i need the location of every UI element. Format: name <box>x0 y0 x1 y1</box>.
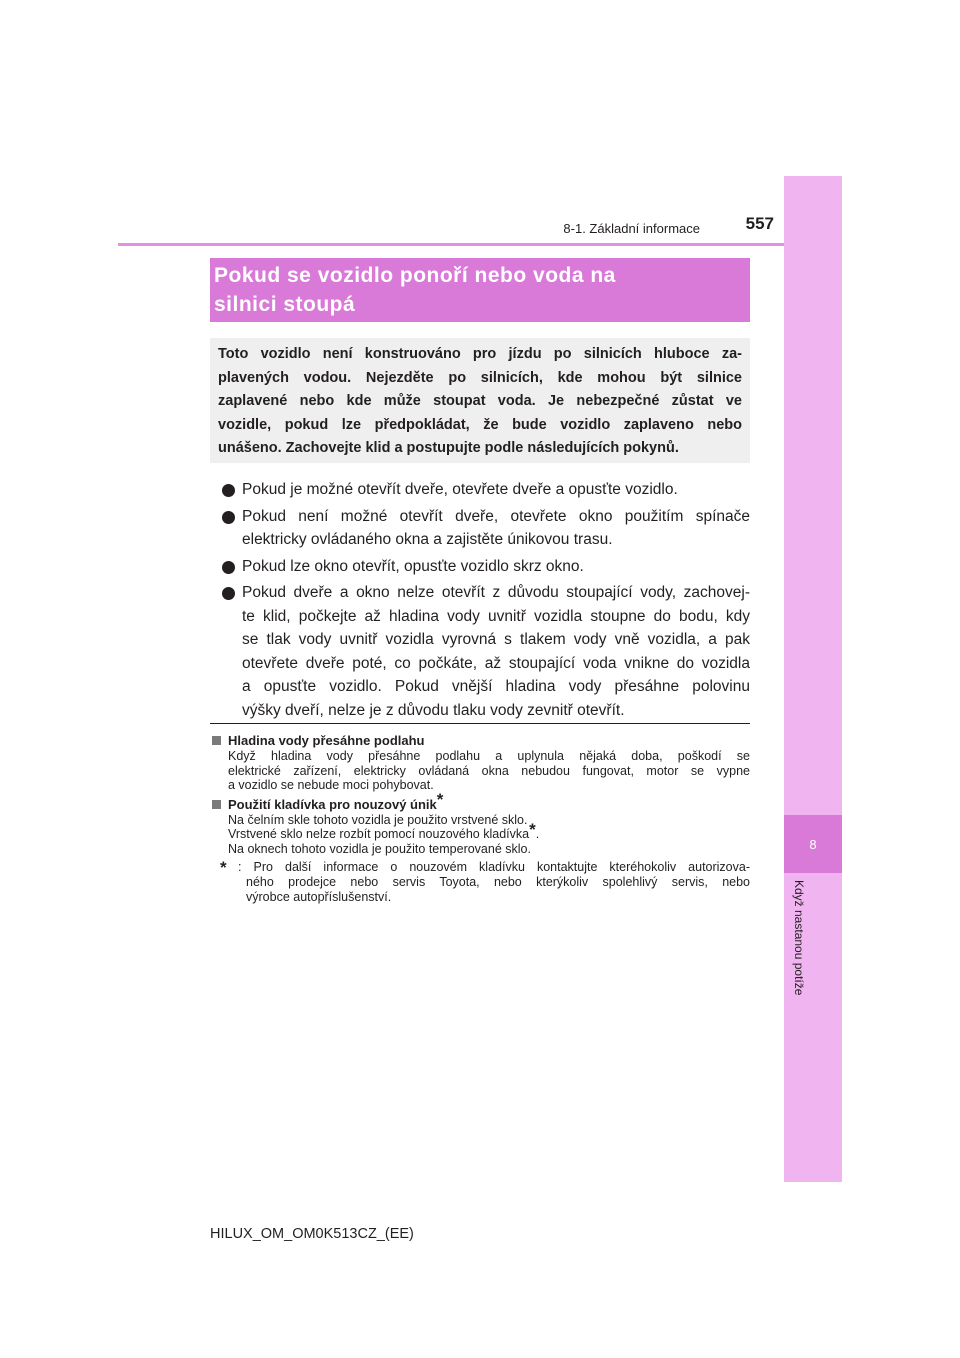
intro-line: unášeno. Zachovejte klid a postupujte podle následujících pokynů. <box>218 440 679 456</box>
asterisk-mark: * <box>529 820 536 839</box>
note-heading <box>210 789 750 813</box>
footnote-asterisk: * <box>220 858 227 877</box>
list-item-line: se tlak vody uvnitř vozidla vyrovná s tlakem vody vně vozidla, a pak <box>242 631 750 648</box>
note-heading-text: Použití kladívka pro nouzový únik <box>228 796 437 812</box>
note-body <box>210 749 750 793</box>
note-line: elektrické zařízení, elektricky ovládaná okna nebudou fungovat, motor se vypne <box>228 763 750 778</box>
footnote-line: : Pro další informace o nouzovém kladívku kontaktujte kteréhokoliv autorizova- <box>238 860 750 874</box>
note-line-suffix: . <box>535 827 540 841</box>
intro-line: vozidle, pokud lze předpokládat, že bude vozidlo zaplaveno nebo <box>218 416 742 433</box>
heading-line: Pokud se vozidlo ponoří nebo voda na <box>214 264 616 287</box>
intro-line: Toto vozidlo není konstruováno pro jízdu po silnicích hluboce za- <box>218 346 742 362</box>
section-heading <box>210 258 750 322</box>
chapter-side-tab <box>784 176 842 1182</box>
intro-line: plavených vodou. Nejezděte po silnicích, kde mohou být silnice <box>218 369 742 386</box>
heading-line: silnici stoupá <box>214 293 356 316</box>
bullet-icon <box>222 587 235 600</box>
intro-box <box>210 338 750 463</box>
header-divider <box>118 243 784 246</box>
note-heading-text: Hladina vody přesáhne podlahu <box>228 733 425 748</box>
footnote <box>210 860 750 905</box>
list-item-line: te klid, počkejte až hladina vody uvnitř vozidla stoupne do bodu, kdy <box>242 607 750 625</box>
note-line-text: Vrstvené sklo nelze rozbít pomocí nouzového kladívka <box>228 827 530 841</box>
section-title: 8-1. Základní informace <box>563 221 700 236</box>
list-item <box>222 555 750 579</box>
list-item <box>222 581 750 722</box>
chapter-title: Když nastanou potíže <box>792 880 806 996</box>
square-bullet-icon <box>212 736 221 745</box>
square-bullet-icon <box>212 800 221 809</box>
list-item-line: Pokud lze okno otevřít, opusťte vozidlo skrz okno. <box>242 557 584 575</box>
page-number: 557 <box>745 214 774 233</box>
list-item-line: Pokud není možné otevřít dveře, otevřete okno použitím spínače <box>242 507 750 525</box>
intro-line: zaplavené nebo kde může stoupat voda. Je nebezpečné zůstat ve <box>218 393 742 409</box>
document-code: HILUX_OM_OM0K513CZ_(EE) <box>210 1226 414 1242</box>
notes-divider <box>210 723 750 724</box>
bullet-icon <box>222 511 235 524</box>
list-item-line: Pokud je možné otevřít dveře, otevřete dveře a opusťte vozidlo. <box>242 481 678 498</box>
note-line: a vozidlo se nebude moci pohybovat. <box>228 778 434 792</box>
list-item <box>222 478 750 502</box>
list-item-line: a opusťte vozidlo. Pokud vnější hladina vody přesáhne polovinu <box>242 678 750 695</box>
bullet-icon <box>222 484 235 497</box>
note-water-level <box>210 733 750 793</box>
list-item-line: výšky dveří, nelze je z důvodu tlaku vody zevnitř otevřít. <box>242 701 625 719</box>
list-item-line: Pokud dveře a okno nelze otevřít z důvodu stoupající vody, zachovej- <box>242 584 750 601</box>
note-heading <box>210 733 750 749</box>
note-line: Na oknech tohoto vozidla je použito temperované sklo. <box>228 841 531 856</box>
asterisk-mark: * <box>436 789 444 809</box>
footnote-line: ného prodejce nebo servis Toyota, nebo kterýkoliv spolehlivý servis, nebo <box>246 875 750 889</box>
note-line <box>228 820 750 842</box>
list-item-line: elektricky ovládaného okna a zajistěte únikovou trasu. <box>242 531 613 548</box>
list-item <box>222 505 750 552</box>
list-item-line: otevřete dveře poté, co počkáte, až stoupající voda vnikne do vozidla <box>242 654 750 672</box>
bullet-icon <box>222 561 235 574</box>
note-line: Na čelním skle tohoto vozidla je použito vrstvené sklo. <box>228 812 528 827</box>
note-line: Když hladina vody přesáhne podlahu a uplynula nějaká doba, poškodí se <box>228 749 750 763</box>
note-emergency-hammer <box>210 789 750 857</box>
notes-section <box>210 733 750 905</box>
instruction-list <box>222 478 750 725</box>
chapter-number: 8 <box>784 815 842 873</box>
footnote-line: výrobce autopříslušenství. <box>246 890 392 904</box>
note-body <box>210 813 750 857</box>
